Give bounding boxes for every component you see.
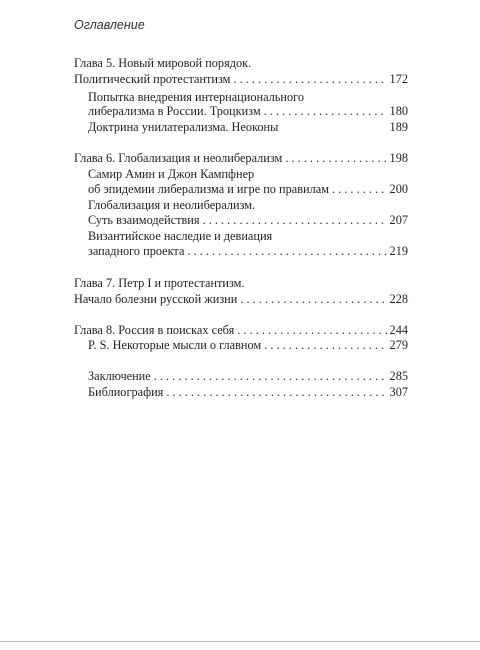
toc-page-number: 189: [389, 120, 408, 134]
toc-page-number: 219: [389, 244, 408, 258]
toc-subentry-interaction[interactable]: [88, 212, 408, 228]
page-bottom-rule: [0, 641, 480, 642]
toc-entry-conclusion[interactable]: [88, 368, 408, 384]
toc-entry-text: Начало болезни русской жизни: [74, 292, 238, 306]
dot-leader: [285, 150, 386, 166]
toc-subentry-text-line: [88, 228, 408, 244]
toc-chapter-5-title: [74, 55, 408, 71]
toc-page-number: 244: [389, 323, 408, 337]
toc-page-number: 285: [389, 369, 408, 383]
dot-leader: [233, 71, 386, 87]
toc-subentry-byzantine[interactable]: [88, 243, 408, 259]
toc-subentry-text-line: [88, 197, 408, 213]
toc-page-number: 172: [389, 72, 408, 86]
toc-entry-text: Заключение: [88, 369, 151, 383]
toc-entry-text: Суть взаимодействия: [88, 213, 200, 227]
toc-entry-text: Глава 6. Глобализация и неолиберализм: [74, 151, 283, 165]
toc-subentry-text-line: [88, 166, 408, 182]
toc-entry-text: либерализма в России. Троцкизм: [88, 104, 261, 118]
toc-entry-text: об эпидемии либерализма и игре по правилам: [88, 182, 329, 196]
dot-leader: [237, 322, 386, 338]
toc-entry-text: Попытка внедрения интернационального: [88, 90, 304, 104]
dot-leader: [240, 291, 386, 307]
toc-entry-chapter-5[interactable]: [74, 71, 408, 87]
dot-leader: [166, 384, 386, 400]
page-header: Оглавление: [74, 18, 145, 32]
toc-entry-text: западного проекта: [88, 244, 185, 258]
toc-page-number: 180: [389, 104, 408, 118]
toc-entry-text: Византийское наследие и девиация: [88, 229, 273, 243]
toc-subentry-unilateralism[interactable]: [88, 119, 408, 135]
dot-leader: [264, 103, 387, 119]
toc-entry-chapter-7[interactable]: [74, 291, 408, 307]
toc-subentry-amin-kampfner[interactable]: [88, 181, 408, 197]
toc-entry-chapter-8[interactable]: [74, 322, 408, 338]
toc-entry-text: Политический протестантизм: [74, 72, 231, 86]
toc-chapter-7-title: [74, 275, 408, 291]
toc-subentry-trotskyism[interactable]: [88, 103, 408, 119]
dot-leader: [264, 337, 386, 353]
toc-entry-text: Самир Амин и Джон Кампфнер: [88, 167, 255, 181]
toc-entry-bibliography[interactable]: [88, 384, 408, 400]
toc-page-number: 198: [389, 151, 408, 165]
toc-entry-text: Глобализация и неолиберализм.: [88, 198, 256, 212]
toc-entry-text: Библиография: [88, 385, 164, 399]
toc-page-number: 200: [389, 182, 408, 196]
toc-page-number: 307: [389, 385, 408, 399]
toc-page-number: 228: [389, 292, 408, 306]
dot-leader: [203, 212, 387, 228]
dot-leader: [332, 181, 387, 197]
toc-entry-text: Глава 8. Россия в поисках себя: [74, 323, 235, 337]
toc-entry-chapter-6[interactable]: [74, 150, 408, 166]
toc-entry-text: Глава 5. Новый мировой порядок.: [74, 56, 252, 70]
toc-entry-text: Доктрина унилатерализма. Неоконы: [88, 120, 279, 134]
toc-page-number: 279: [389, 338, 408, 352]
toc-page-number: 207: [389, 213, 408, 227]
dot-leader: [154, 368, 387, 384]
toc-subentry-ps[interactable]: [88, 337, 408, 353]
toc-entry-text: P. S. Некоторые мысли о главном: [88, 338, 262, 352]
toc-entry-text: Глава 7. Петр I и протестантизм.: [74, 276, 245, 290]
dot-leader: [187, 243, 386, 259]
